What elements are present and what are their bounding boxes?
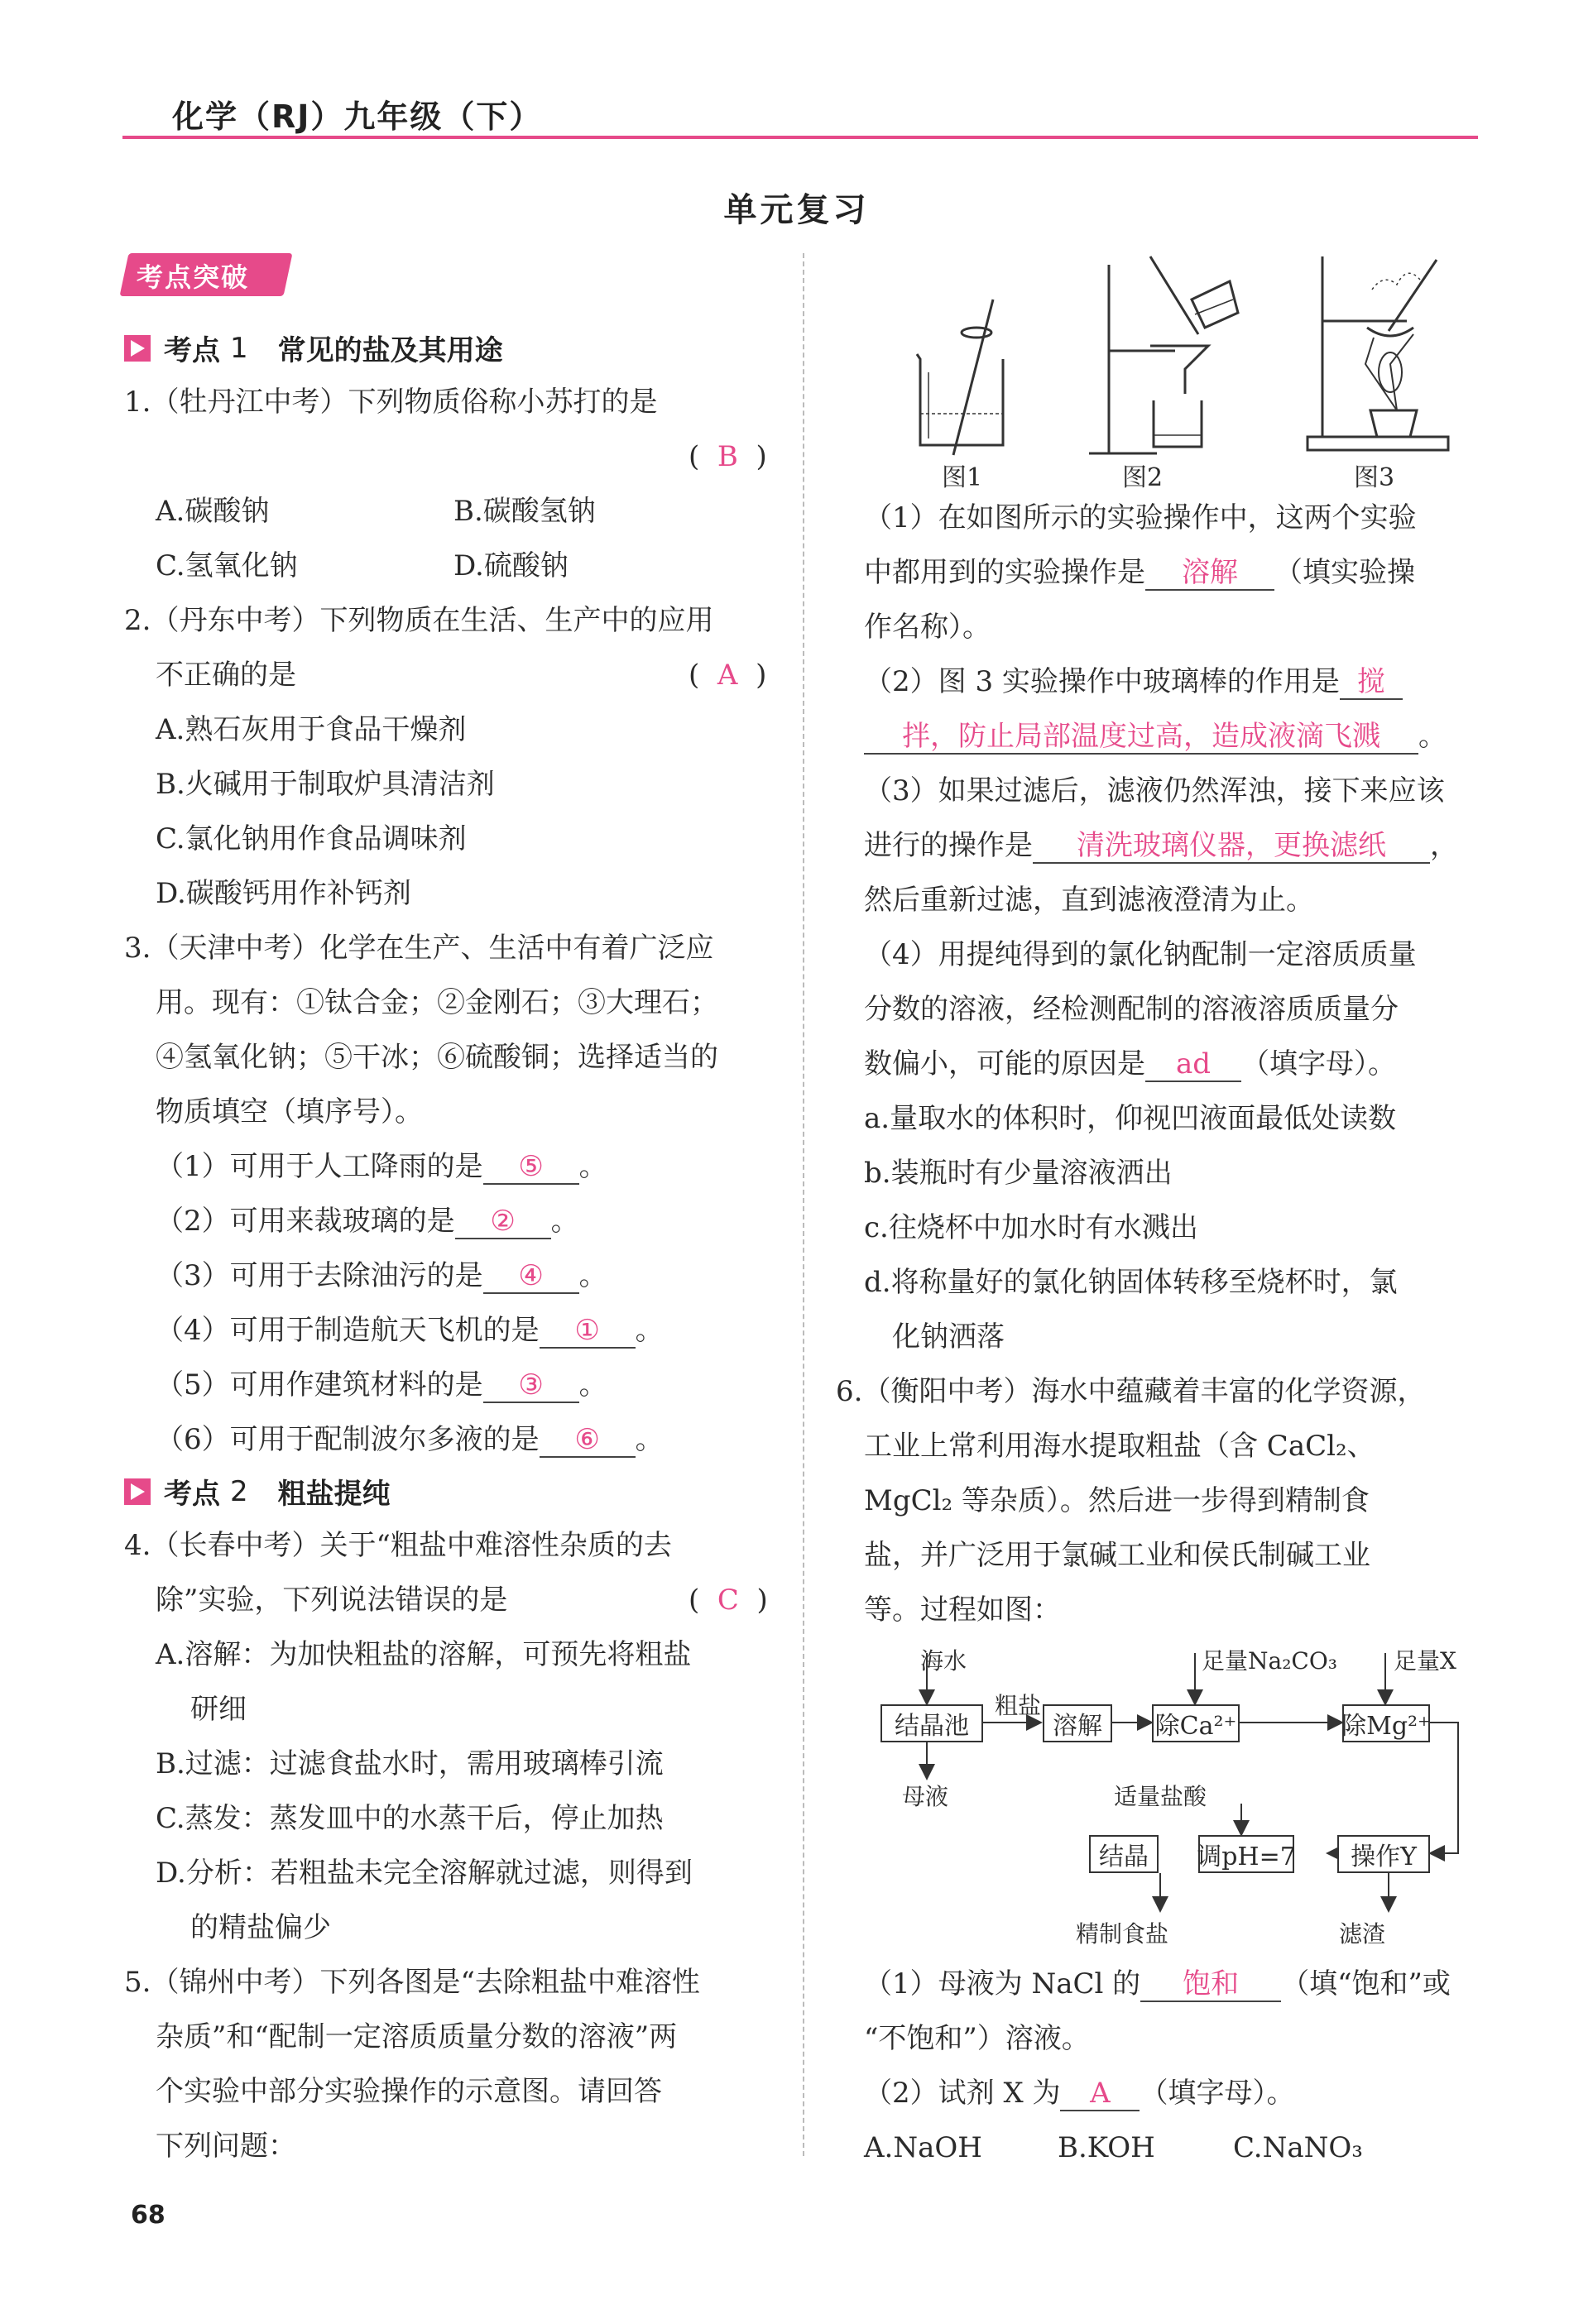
q6-stem: 盐，并广泛用于氯碱工业和侯氏制碱工业 xyxy=(864,1539,1370,1572)
q5-part: 进行的操作是 清洗玻璃仪器，更换滤纸 ， xyxy=(864,829,1458,862)
q5-stem: 下列问题： xyxy=(156,2130,296,2163)
q1-answer-bracket: ( B ) xyxy=(689,440,767,473)
section-heading-1 xyxy=(124,328,503,368)
section-number: 1 xyxy=(230,331,248,365)
flow-label: 精制食盐 xyxy=(1076,1920,1169,1948)
option: 的精盐偏少 xyxy=(190,1911,331,1944)
option: d.将称量好的氯化钠固体转移至烧杯时，氯 xyxy=(864,1266,1398,1299)
q5-stem: 杂质”和“配制一定溶质质量分数的溶液”两 xyxy=(156,2020,678,2053)
q2-answer: A xyxy=(717,659,738,692)
q3-item: （4）可用于制造航天飞机的是 ① 。 xyxy=(156,1314,664,1347)
option: 研细 xyxy=(190,1693,247,1726)
q2-answer-bracket: ( A ) xyxy=(689,659,767,692)
q4-answer-bracket: ( C ) xyxy=(689,1584,768,1617)
option: D.硫酸钠 xyxy=(453,549,569,582)
q3-item: （2）可用来裁玻璃的是 ② 。 xyxy=(156,1205,579,1238)
flow-box: 操作Y xyxy=(1337,1835,1430,1873)
q6-stem: MgCl₂ 等杂质）。然后进一步得到精制食 xyxy=(864,1484,1370,1517)
flow-label: 粗盐 xyxy=(995,1692,1042,1719)
option: A.碳酸钠 xyxy=(156,495,270,528)
badge-label: 考点突破 xyxy=(137,261,250,293)
q5-part: 中都用到的实验操作是 溶解 （填实验操 xyxy=(864,556,1415,589)
q3-item: （1）可用于人工降雨的是 ⑤ 。 xyxy=(156,1150,607,1183)
answer-blank: ② xyxy=(455,1205,551,1239)
q6-stem: 6.（衡阳中考）海水中蕴藏着丰富的化学资源， xyxy=(836,1375,1426,1408)
header-title: 化学（RJ）九年级（下） xyxy=(172,98,543,135)
page-title: 单元复习 xyxy=(723,191,870,229)
answer-blank: ④ xyxy=(483,1259,579,1294)
q5-part: 拌，防止局部温度过高，造成液滴飞溅 。 xyxy=(864,718,1447,755)
q6-stem: 等。过程如图： xyxy=(864,1593,1061,1627)
apparatus-figures xyxy=(877,248,1473,463)
evaporation-figure xyxy=(1308,256,1448,450)
flow-box: 除Ca²⁺ xyxy=(1152,1704,1240,1742)
option: b.装瓶时有少量溶液洒出 xyxy=(864,1157,1173,1190)
answer-blank: 搅 xyxy=(1340,665,1403,700)
flow-label: 母液 xyxy=(902,1783,949,1810)
option: B.过滤：过滤食盐水时，需用玻璃棒引流 xyxy=(156,1747,664,1780)
q6-stem: 工业上常利用海水提取粗盐（含 CaCl₂、 xyxy=(864,1430,1375,1463)
figure-caption: 图2 xyxy=(1122,463,1164,492)
q3-stem: 物质填空（填序号）。 xyxy=(156,1095,423,1128)
option: A.NaOH xyxy=(864,2131,982,2164)
q5-part: （4）用提纯得到的氯化钠配制一定溶质质量 xyxy=(864,938,1417,971)
flow-label: 适量盐酸 xyxy=(1114,1783,1207,1810)
option: D.碳酸钙用作补钙剂 xyxy=(156,877,411,910)
q6-part: （2）试剂 X 为 A （填字母）。 xyxy=(864,2077,1295,2110)
q1-answer: B xyxy=(717,440,738,473)
option: c.往烧杯中加水时有水溅出 xyxy=(864,1211,1198,1244)
option: B.碳酸氢钠 xyxy=(453,495,596,528)
q3-stem: ④氢氧化钠；⑤干冰；⑥硫酸铜；选择适当的 xyxy=(156,1041,718,1074)
option: D.分析：若粗盐未完全溶解就过滤，则得到 xyxy=(156,1857,693,1890)
q5-part: （3）如果过滤后，滤液仍然浑浊，接下来应该 xyxy=(864,774,1445,807)
option: a.量取水的体积时，仰视凹液面最低处读数 xyxy=(864,1102,1397,1135)
answer-blank: 溶解 xyxy=(1145,556,1274,591)
q2-stem: 2.（丹东中考）下列物质在生活、生产中的应用 xyxy=(124,604,714,637)
answer-blank: ad xyxy=(1145,1047,1241,1082)
arrow-icon xyxy=(124,335,151,362)
q3-item: （5）可用作建筑材料的是 ③ 。 xyxy=(156,1368,607,1402)
answer-blank: 拌，防止局部温度过高，造成液滴飞溅 xyxy=(864,720,1418,755)
answer-blank: ① xyxy=(540,1314,636,1349)
flow-box: 溶解 xyxy=(1043,1704,1112,1742)
q3-item: （3）可用于去除油污的是 ④ 。 xyxy=(156,1259,607,1292)
flow-box: 调pH=7 xyxy=(1198,1835,1294,1873)
q3-item: （6）可用于配制波尔多液的是 ⑥ 。 xyxy=(156,1423,664,1456)
answer-blank: 饱和 xyxy=(1140,1967,1281,2002)
answer-blank: A xyxy=(1060,2077,1140,2111)
option: C.蒸发：蒸发皿中的水蒸干后，停止加热 xyxy=(156,1802,664,1835)
column-divider xyxy=(803,253,804,2156)
answer-blank: ⑥ xyxy=(540,1423,636,1458)
answer-blank: 清洗玻璃仪器，更换滤纸 xyxy=(1033,829,1430,864)
q2-stem: 不正确的是 xyxy=(156,659,296,692)
q4-answer: C xyxy=(717,1584,739,1617)
answer-blank: ⑤ xyxy=(483,1150,579,1185)
option: A.熟石灰用于食品干燥剂 xyxy=(156,713,467,746)
page-number: 68 xyxy=(131,2201,166,2230)
option: A.溶解：为加快粗盐的溶解，可预先将粗盐 xyxy=(156,1638,692,1671)
flow-box: 结晶 xyxy=(1089,1835,1159,1873)
section-name: 粗盐提纯 xyxy=(277,1478,391,1511)
option: C.氢氧化钠 xyxy=(156,549,298,582)
header-rule xyxy=(122,136,1478,139)
q1-stem: 1.（牡丹江中考）下列物质俗称小苏打的是 xyxy=(124,386,658,419)
flow-label: 足量X xyxy=(1394,1647,1456,1675)
q5-part: （1）在如图所示的实验操作中，这两个实验 xyxy=(864,501,1417,534)
q3-stem: 用。现有：①钛合金；②金刚石；③大理石； xyxy=(156,986,718,1019)
answer-blank: ③ xyxy=(483,1368,579,1403)
figure-caption: 图3 xyxy=(1354,463,1395,492)
q5-part: 然后重新过滤，直到滤液澄清为止。 xyxy=(864,884,1314,917)
option: C.NaNO₃ xyxy=(1233,2131,1363,2164)
q4-stem: 4.（长春中考）关于“粗盐中难溶性杂质的去 xyxy=(124,1529,672,1562)
flow-label: 海水 xyxy=(920,1647,967,1675)
q4-stem: 除”实验，下列说法错误的是 xyxy=(156,1584,508,1617)
q5-stem: 5.（锦州中考）下列各图是“去除粗盐中难溶性 xyxy=(124,1966,700,1999)
filtration-figure xyxy=(1089,256,1238,453)
option: 化钠洒落 xyxy=(892,1320,1005,1354)
q5-part: （2）图 3 实验操作中玻璃棒的作用是 搅 xyxy=(864,664,1403,700)
q6-part: （1）母液为 NaCl 的 饱和 （填“饱和”或 xyxy=(864,1967,1451,2001)
q5-part: 分数的溶液，经检测配制的溶液溶质质量分 xyxy=(864,993,1399,1026)
q3-stem: 3.（天津中考）化学在生产、生活中有着广泛应 xyxy=(124,932,714,965)
q5-part: 作名称）。 xyxy=(864,611,991,644)
option: B.KOH xyxy=(1058,2131,1155,2164)
arrow-icon xyxy=(124,1478,151,1505)
q6-part: “不饱和”）溶液。 xyxy=(864,2022,1090,2055)
section-name: 常见的盐及其用途 xyxy=(277,334,503,367)
section-heading-2 xyxy=(124,1471,391,1512)
section-number: 2 xyxy=(230,1474,248,1508)
section-prefix: 考点 xyxy=(164,1478,220,1511)
figure-caption: 图1 xyxy=(942,463,983,492)
beaker-stirring-figure xyxy=(917,299,1003,455)
flow-box: 除Mg²⁺ xyxy=(1342,1704,1430,1742)
flow-box: 结晶池 xyxy=(880,1704,983,1742)
section-prefix: 考点 xyxy=(164,334,220,367)
flow-label: 滤渣 xyxy=(1339,1920,1386,1948)
flow-label: 足量Na₂CO₃ xyxy=(1202,1647,1338,1675)
q5-stem: 个实验中部分实验操作的示意图。请回答 xyxy=(156,2075,662,2108)
option: C.氯化钠用作食品调味剂 xyxy=(156,822,467,855)
option: B.火碱用于制取炉具清洁剂 xyxy=(156,768,495,801)
q5-part: 数偏小，可能的原因是 ad （填字母）。 xyxy=(864,1047,1396,1081)
